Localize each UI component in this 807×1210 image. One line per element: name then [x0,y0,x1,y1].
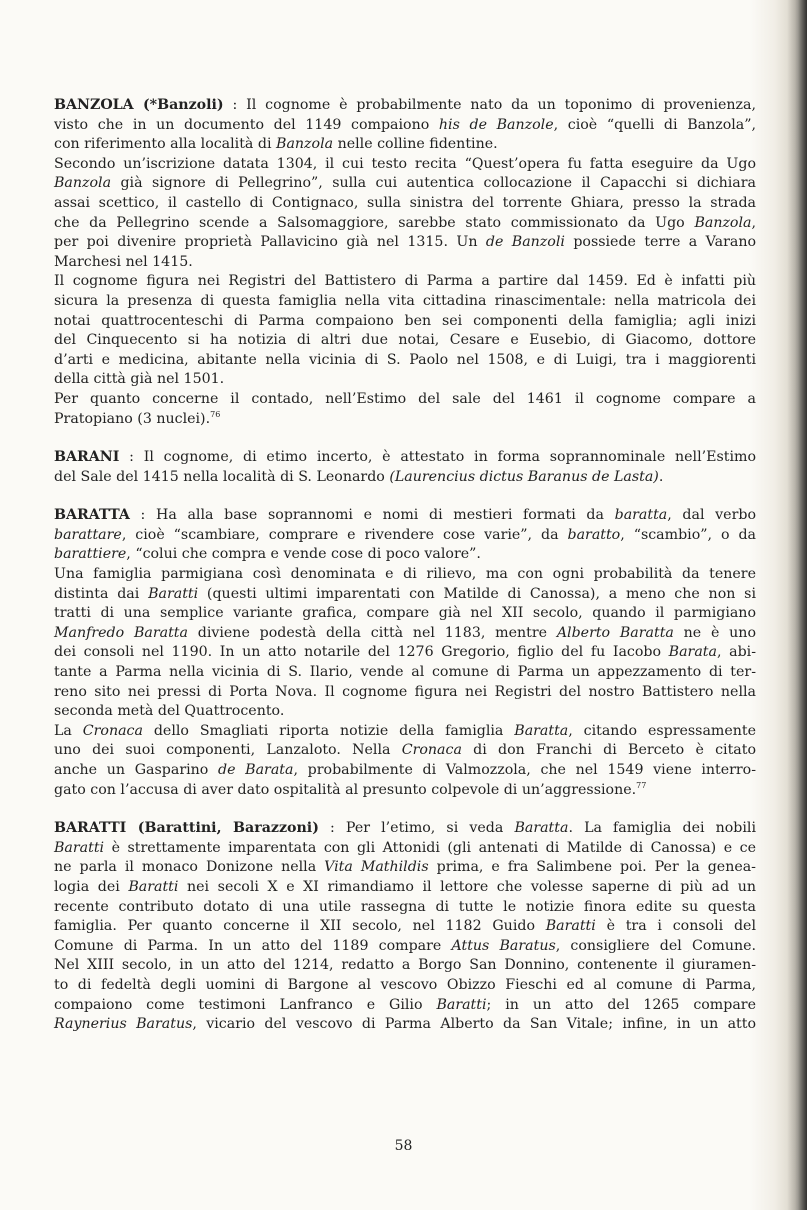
text-run: del Cinquecento si ha notizia di altri due notai, Cesare e Eusebio, di Giacomo, dottore [54,332,756,349]
italic-text: Baratti [128,878,179,895]
text-line [54,604,756,624]
text-line [54,996,756,1016]
text-line [54,96,756,116]
text-run: già signore di Pellegrino”, sulla cui autentica collocazione il Capacchi si dichiara [111,175,756,192]
text-run: Pratopiano (3 nuclei). [54,410,211,427]
text-run: , “scambio”, o da [620,526,756,543]
text-line [54,702,756,722]
text-line [54,214,756,234]
text-run: sicura la presenza di questa famiglia nella vita cittadina rinascimentale: nella matricola dei [54,292,756,309]
text-line [54,545,756,565]
italic-text: Banzola [54,175,112,192]
text-line [54,937,756,957]
page-number: 58 [394,1138,413,1154]
text-run: , consigliere del Comune. [555,937,757,954]
text-line [54,331,756,351]
text-line [54,448,756,468]
dictionary-entry [54,819,756,1035]
italic-text: (Laurencius dictus Baranus de Lasta) [389,468,659,485]
text-line [54,761,756,781]
italic-text: Barata [668,644,717,661]
text-run: prima, e fra Salimbene poi. Per la genea- [428,859,756,876]
dictionary-entry [54,506,756,800]
text-run: , abi- [716,644,756,661]
text-run: ne parla il monaco Donizone nella [54,859,325,876]
text-run: , cioè “quelli di Banzola”, [553,116,756,133]
italic-text: Raynerius Baratus [54,1016,193,1033]
text-line [54,370,756,390]
text-line [54,155,756,175]
text-run: : Il cognome è probabilmente nato da un toponimo di provenienza, [223,97,756,113]
text-run: Marchesi nel 1415. [54,253,193,270]
text-line [54,819,756,839]
text-run: d’arti e medicina, abitante nella vicinia di S. Paolo nel 1508, e di Luigi, tra i maggiorenti [54,351,756,368]
text-line [54,839,756,859]
text-run: notai quattrocenteschi di Parma compaiono ben sei componenti della famiglia; agli inizi [54,312,756,329]
text-run: reno sito nei pressi di Porta Nova. Il cognome figura nei Registri del nostro Battistero nella [54,683,756,700]
text-run: , cioè “scambiare, comprare e rivendere cose varie”, da [121,526,568,543]
dictionary-entry [54,448,756,487]
text-run: che da Pellegrino scende a Salsomaggiore, sarebbe stato commissionato da Ugo [54,214,695,231]
text-run: per poi divenire proprietà Pallavicino già nel 1315. Un [54,234,486,251]
text-run: : Ha alla base soprannomi e nomi di mestieri formati da [129,507,615,524]
italic-text: baratta [614,507,668,524]
text-line [54,390,756,410]
text-line [54,683,756,703]
text-run: . La famiglia dei nobili [568,820,756,837]
text-run: è tra i consoli del [595,918,756,935]
text-run: ne è uno [673,624,756,641]
text-run: , vicario del vescovo di Parma Alberto da San Vitale; infine, in un atto [192,1016,756,1033]
italic-text: Baratti [148,585,199,602]
italic-text: Alberto Baratta [556,624,674,641]
text-line [54,956,756,976]
text-run: (questi ultimi imparentati con Matilde di Canossa), a meno che non si [198,585,756,602]
text-line [54,253,756,273]
text-run: con riferimento alla località di [54,136,277,153]
text-run: : Per l’etimo, si veda [318,820,515,837]
italic-text: barattiere [54,546,127,563]
text-line [54,526,756,546]
text-run: diviene podestà della città nel 1183, mentre [187,624,557,641]
italic-text: Attus Baratus [451,937,556,954]
text-line [54,194,756,214]
italic-text: Baratta [514,820,569,837]
italic-text: Baratti [436,996,487,1013]
text-run: : Il cognome, di etimo incerto, è attestato in forma soprannominale nell’Estimo [119,449,756,466]
italic-text: Cronaca [82,722,143,739]
text-run: , [751,214,756,231]
text-line [54,878,756,898]
text-run: Nel XIII secolo, in un atto del 1214, redatto a Borgo San Donnino, contenente il giuramen- [54,957,756,974]
text-run: di don Franchi di Berceto è citato [461,742,756,759]
text-run: Per quanto concerne il contado, nell’Estimo del sale del 1461 il cognome compare a [54,390,756,407]
italic-text: Baratti [54,839,105,856]
text-line [54,410,756,430]
text-run: del Sale del 1415 nella località di S. Leonardo [54,468,390,485]
text-line [54,976,756,996]
text-line [54,643,756,663]
text-run: Comune di Parma. In un atto del 1189 compare [54,937,452,954]
text-run: dei consoli nel 1190. In un atto notarile del 1276 Gregorio, figlio del fu Iacobo [54,644,669,661]
text-run: tratti di una semplice variante grafica, compare già nel XII secolo, quando il parmigiano [54,605,756,622]
text-line [54,722,756,742]
text-run: uno dei suoi componenti, Lanzaloto. Nella [54,742,402,759]
text-line [54,116,756,136]
text-run: dello Smagliati riporta notizie della famiglia [142,722,515,739]
text-run: possiede terre a Varano [564,234,756,251]
text-run: , “colui che compra e vende cose di poco valore”. [126,546,481,563]
text-run: gato con l’accusa di aver dato ospitalità al presunto colpevole di un’aggressione. [54,781,637,798]
text-run: Una famiglia parmigiana così denominata e di rilievo, ma con ogni probabilità da tenere [54,566,756,583]
text-run: è strettamente imparentata con gli Attonidi (gli antenati di Matilde di Canossa) e ce [104,839,756,856]
italic-text: barattare [54,526,122,543]
text-run: La [54,722,83,739]
text-run: tante a Parma nella vicinia di S. Ilario, vende al comune di Parma un appezzamento di ter- [54,664,756,681]
text-run: Secondo un’iscrizione datata 1304, il cui testo recita “Quest’opera fu fatta eseguire da Ugo [54,155,756,172]
text-run: logia dei [54,878,129,895]
text-run: , citando espressamente [568,722,756,739]
text-line [54,741,756,761]
text-line [54,312,756,332]
dictionary-text-body [54,96,756,1054]
text-run: , dal verbo [667,507,756,524]
text-line [54,663,756,683]
text-run: anche un Gasparino [54,762,219,778]
text-run: distinta dai [54,585,149,602]
text-line [54,898,756,918]
text-run: nei secoli X e XI rimandiamo il lettore che volesse saperne di più ad un [178,878,756,895]
text-line [54,917,756,937]
text-run: assai scettico, il castello di Contignaco, sulla sinistra del torrente Ghiara, presso la strada [54,194,756,211]
italic-text: Baratta [514,722,569,739]
text-line [54,135,756,155]
text-line [54,624,756,644]
text-run: Il cognome figura nei Registri del Battistero di Parma a partire dal 1459. Ed è infatti più [54,273,756,290]
italic-text: de Banzoli [485,234,565,251]
text-line [54,233,756,253]
italic-text: Cronaca [401,742,462,759]
text-run: ; in un atto del 1265 compare [486,996,756,1013]
text-line [54,1015,756,1035]
italic-text: Vita Mathildis [324,859,429,876]
entry-headword: BARATTA [54,507,130,524]
text-line [54,565,756,585]
text-run: visto che in un documento del 1149 compaiono [54,116,439,133]
text-run: recente contributo dotato di una utile rassegna di tutte le notizie finora edite su questa [54,898,756,915]
text-line [54,272,756,292]
italic-text: Banzola [276,136,334,153]
text-run: to di fedeltà degli uomini di Bargone al vescovo Obizzo Fieschi ed al comune di Parma, [54,976,756,993]
text-line [54,506,756,526]
text-run: famiglia. Per quanto concerne il XII secolo, nel 1182 Guido [54,918,546,935]
text-line [54,781,756,801]
text-line [54,292,756,312]
text-run: compaiono come testimoni Lanfranco e Gilio [54,996,437,1013]
footnote-ref: 77 [636,780,647,790]
entry-headword: BARATTI (Barattini, Barazzoni) [54,820,319,837]
dictionary-entry [54,96,756,429]
italic-text: his de Banzole [438,116,554,133]
text-line [54,585,756,605]
text-line [54,351,756,371]
text-run: nelle colline fidentine. [333,136,498,153]
text-run: seconda metà del Quattrocento. [54,703,285,720]
italic-text: de Barata [218,762,294,778]
book-binding-shadow [787,0,807,1210]
text-line [54,858,756,878]
italic-text: Manfredo Baratta [54,624,188,641]
text-line [54,174,756,194]
italic-text: baratto [567,526,621,543]
footnote-ref: 76 [210,409,221,419]
italic-text: Banzola [694,214,752,231]
text-run: della città già nel 1501. [54,371,225,388]
entry-headword: BARANI [54,449,120,466]
text-run: . [658,468,664,485]
entry-headword: BANZOLA (*Banzoli) [54,97,224,113]
italic-text: Baratti [545,918,596,935]
text-line [54,468,756,488]
text-run: , probabilmente di Valmozzola, che nel 1549 viene interro- [293,762,756,778]
